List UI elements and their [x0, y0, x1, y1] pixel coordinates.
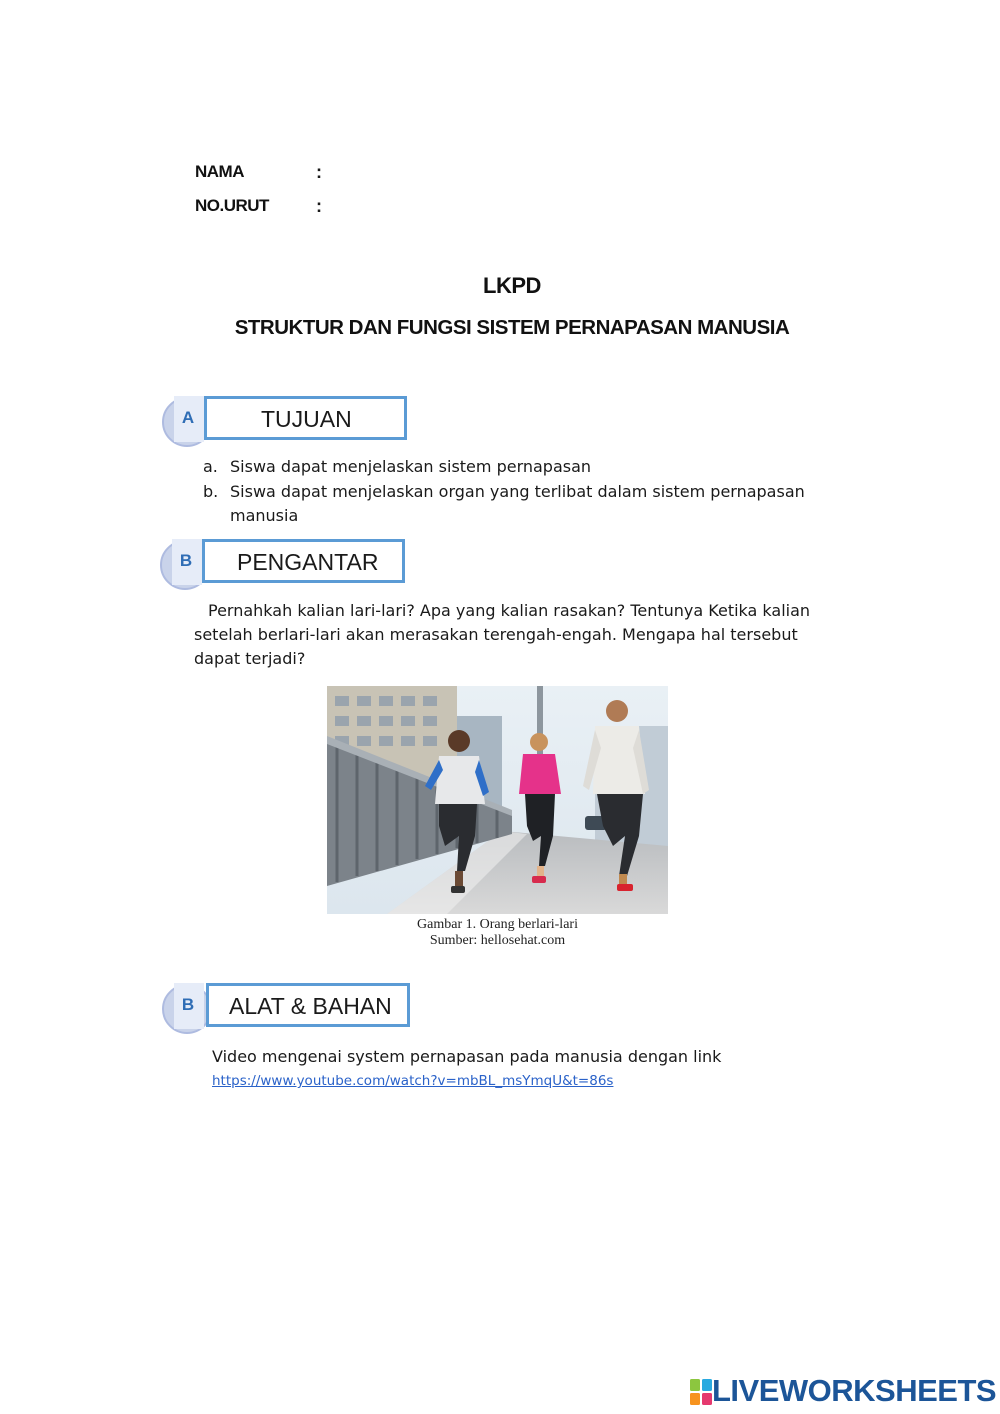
section-alat-bahan-header: [162, 983, 414, 1033]
figure-caption-title: Gambar 1. Orang berlari-lari: [417, 917, 578, 932]
number-label: NO.URUT: [195, 196, 269, 215]
figure-caption: [327, 917, 668, 949]
intro-paragraph: Pernahkah kalian lari-lari? Apa yang kalian rasakan? Tentunya Ketika kalian setelah berlari-lari akan merasakan terengah-engah. Mengapa hal tersebut dapat terjadi?: [194, 601, 811, 668]
section-title: TUJUAN: [261, 406, 352, 432]
section-title-box: [202, 539, 405, 583]
name-colon: :: [316, 162, 322, 182]
list-marker: b.: [203, 481, 219, 501]
section-title-box: [204, 396, 407, 440]
liveworksheets-icon: [690, 1379, 712, 1405]
page-title: LKPD: [483, 273, 541, 298]
section-badge: [174, 396, 204, 442]
section-pengantar-header: [160, 539, 410, 589]
list-marker: a.: [203, 457, 218, 476]
number-colon: :: [316, 196, 322, 216]
figure-caption-source: Sumber: hellosehat.com: [429, 933, 566, 948]
section-badge: [172, 539, 202, 585]
section-letter: B: [181, 995, 195, 1014]
list-item: [196, 480, 806, 529]
liveworksheets-logo[interactable]: [690, 1373, 997, 1410]
video-link[interactable]: https://www.youtube.com/watch?v=mbBL_msYmqU&t=86s: [212, 1073, 614, 1089]
name-label: NAMA: [195, 162, 244, 181]
page-subtitle: STRUKTUR DAN FUNGSI SISTEM PERNAPASAN MANUSIA: [234, 316, 790, 339]
section-title: ALAT & BAHAN: [229, 993, 392, 1019]
brand-name: LIVEWORKSHEETS: [712, 1373, 997, 1408]
section-letter: A: [181, 408, 195, 427]
section-title-box: [206, 983, 410, 1027]
section-title: PENGANTAR: [237, 549, 379, 575]
objectives-list: [196, 455, 806, 529]
list-item: [196, 455, 806, 480]
list-item-text: Siswa dapat menjelaskan organ yang terlibat dalam sistem pernapasan manusia: [230, 481, 805, 525]
list-item-text: Siswa dapat menjelaskan sistem pernapasan: [230, 457, 592, 476]
section-letter: B: [179, 551, 193, 570]
runners-illustration: [327, 686, 668, 914]
section-badge: [174, 983, 204, 1029]
section-tujuan-header: [162, 396, 412, 446]
materials-text: Video mengenai system pernapasan pada manusia dengan link: [212, 1047, 722, 1066]
runners-photo: [327, 686, 668, 914]
